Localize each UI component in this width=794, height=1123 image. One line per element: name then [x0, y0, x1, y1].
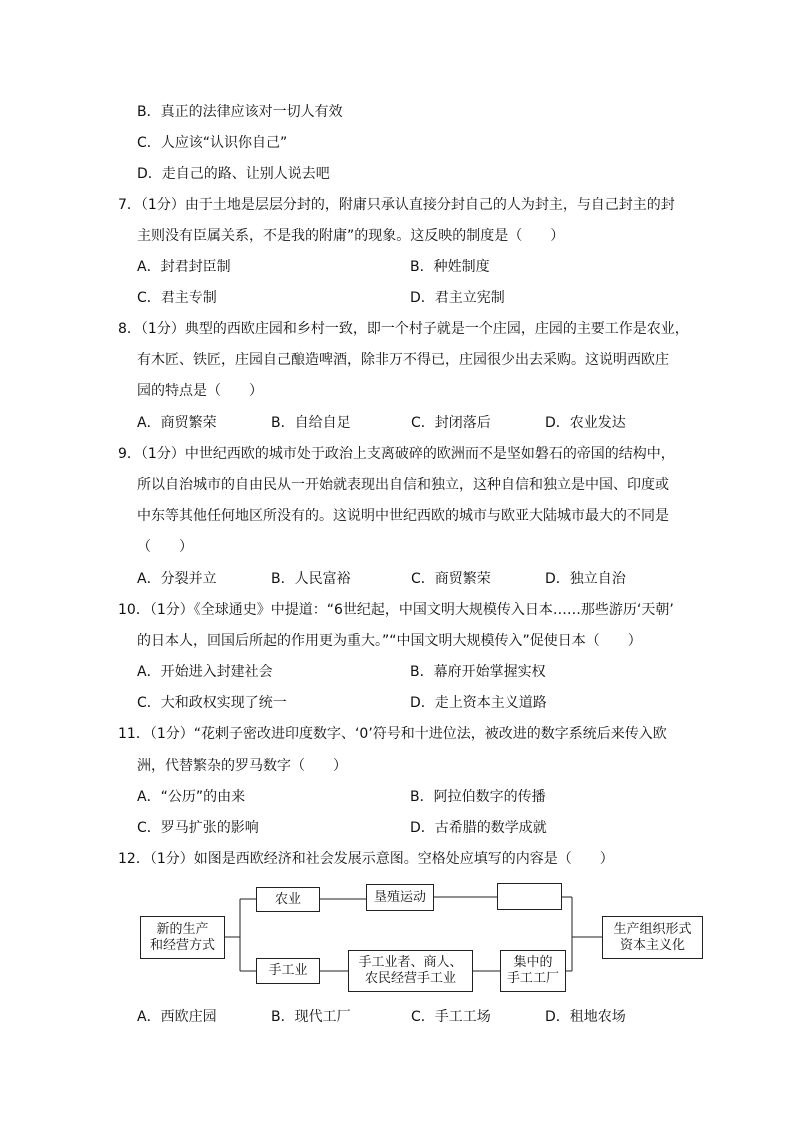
q8-option-c: C．封闭落后 — [411, 415, 491, 431]
q8-stem-line-1: 8．（1分）典型的西欧庄园和乡村一致，即一个村子就是一个庄园，庄园的主要工作是农业， — [118, 321, 689, 337]
q7-stem-line-2: 主则没有臣属关系，不是我的附庸”的现象。这反映的制度是（ ） — [137, 228, 565, 244]
q8-stem-line-2: 有木匠、铁匠，庄园自己酿造啤酒，除非万不得已，庄园很少出去采购。这说明西欧庄 — [137, 352, 669, 368]
q6-option-c: C．人应该“认识你自己” — [137, 135, 288, 151]
diagram-workshop-line-1: 集中的 — [513, 955, 553, 970]
diagram-new-production-line-2: 和经营方式 — [149, 937, 215, 953]
q9-option-b: B．人民富裕 — [271, 571, 351, 587]
q9-stem-line-1: 9．（1分）中世纪西欧的城市处于政治上支离破碎的欧洲而不是坚如磐石的帝国的结构中， — [118, 446, 675, 462]
diagram-capitalization-box — [602, 916, 703, 959]
q11-option-b: B．阿拉伯数字的传播 — [410, 789, 546, 805]
q9-option-a: A．分裂并立 — [137, 571, 217, 587]
q10-option-a: A．开始进入封建社会 — [137, 664, 273, 680]
q12-option-d: D．租地农场 — [545, 1009, 626, 1025]
diagram-operators-line-1: 手工业者、商人、 — [358, 955, 463, 970]
q8-option-b: B．自给自足 — [271, 415, 351, 431]
diagram-operators-box — [348, 950, 473, 992]
q12-option-b: B．现代工厂 — [271, 1009, 351, 1025]
q12-option-a: A．西欧庄园 — [137, 1009, 217, 1025]
q12-stem-line-1: 12．（1分）如图是西欧经济和社会发展示意图。空格处应填写的内容是（ ） — [118, 851, 614, 867]
q7-option-a: A．封君封臣制 — [137, 259, 231, 275]
q9-stem-line-3: 中东等其他任何地区所没有的。这说明中世纪西欧的城市与欧亚大陆城市最大的不同是 — [137, 508, 669, 524]
diagram-new-production-box — [140, 916, 225, 959]
q10-stem-line-1: 10．（1分）《全球通史》中提道：“6世纪起，中国文明大规模传入日本……那些游历‘天朝’ — [118, 602, 674, 618]
diagram-workshop-box — [500, 950, 566, 992]
q7-option-d: D．君主立宪制 — [410, 290, 505, 306]
diagram-reclamation-box: 垦殖运动 — [366, 884, 434, 911]
diagram-handicraft-box: 手工业 — [256, 958, 320, 984]
q10-option-b: B．幕府开始掌握实权 — [410, 664, 546, 680]
q8-option-a: A．商贸繁荣 — [137, 415, 217, 431]
q8-option-d: D．农业发达 — [545, 415, 626, 431]
q12-option-c: C．手工工场 — [411, 1009, 491, 1025]
diagram-capitalization-line-2: 资本主义化 — [619, 937, 685, 953]
diagram-agriculture-box: 农业 — [256, 887, 320, 912]
q9-stem-line-4: （ ） — [137, 539, 193, 555]
q7-stem-line-1: 7．（1分）由于土地是层层分封的，附庸只承认直接分封自己的人为封主，与自己封主的封 — [118, 197, 675, 213]
q9-option-c: C．商贸繁荣 — [411, 571, 491, 587]
q11-option-a: A．“公历”的由来 — [137, 789, 246, 805]
q7-option-c: C．君主专制 — [137, 290, 217, 306]
q9-option-d: D．独立自治 — [545, 571, 626, 587]
q11-stem-line-2: 洲，代替繁杂的罗马数字（ ） — [137, 758, 347, 774]
q9-stem-line-2: 所以自治城市的自由民从一开始就表现出自信和独立，这种自信和独立是中国、印度或 — [137, 477, 669, 493]
diagram-blank-box — [497, 883, 562, 910]
q11-stem-line-1: 11．（1分）“花剌子密改进印度数字、‘0’符号和十进位法，被改进的数字系统后来传入欧 — [118, 726, 667, 742]
q6-option-b: B．真正的法律应该对一切人有效 — [137, 104, 343, 120]
q6-option-d: D．走自己的路、让别人说去吧 — [137, 166, 330, 182]
diagram-capitalization-line-1: 生产组织形式 — [613, 921, 692, 937]
q11-option-d: D．古希腊的数学成就 — [410, 820, 547, 836]
q8-stem-line-3: 园的特点是（ ） — [137, 383, 263, 399]
diagram-new-production-line-1: 新的生产 — [156, 921, 209, 937]
q11-option-c: C．罗马扩张的影响 — [137, 820, 259, 836]
diagram-operators-line-2: 农民经营手工业 — [364, 971, 456, 986]
q10-stem-line-2: 的日本人，回国后所起的作用更为重大。”“中国文明大规模传入”促使日本（ ） — [137, 633, 642, 649]
diagram-workshop-line-2: 手工工厂 — [506, 971, 559, 986]
q10-option-d: D．走上资本主义道路 — [410, 695, 547, 711]
q7-option-b: B．种姓制度 — [410, 259, 490, 275]
q10-option-c: C．大和政权实现了统一 — [137, 695, 287, 711]
